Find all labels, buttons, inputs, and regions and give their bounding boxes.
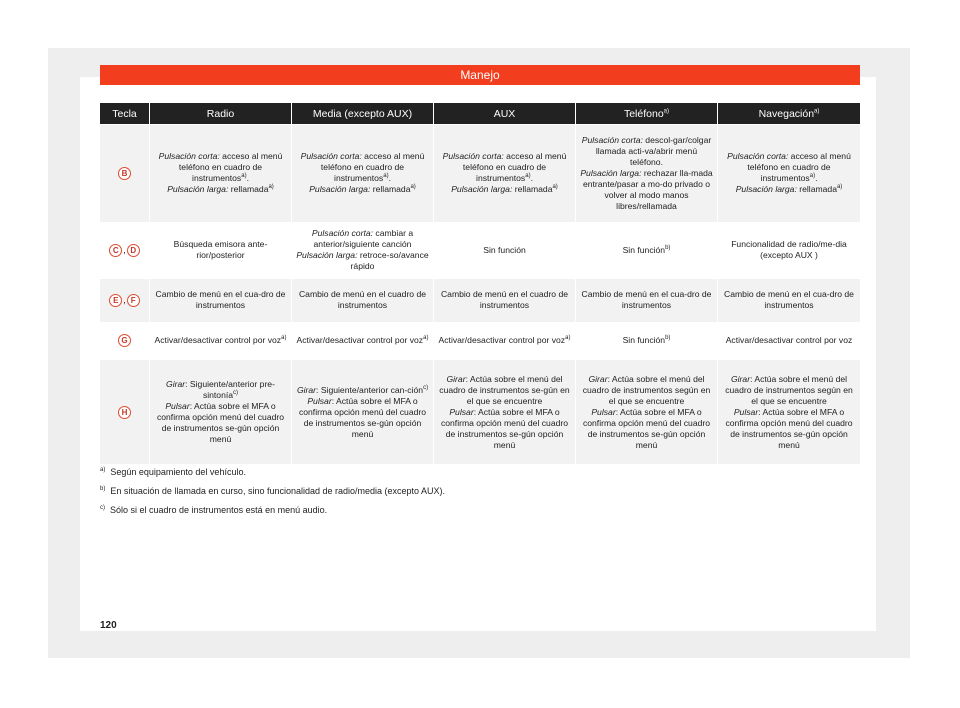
footnote-c: $^{c)}$ Sólo si el cuadro de instrumentos está en menú audio. bbox=[100, 505, 328, 515]
key-badge-h: H bbox=[118, 406, 131, 419]
header-navegacion: Navegación$^{a)}$ bbox=[718, 103, 860, 124]
table-header-row bbox=[100, 103, 860, 124]
header-radio: Radio bbox=[150, 103, 292, 124]
cell-radio: Activar/desactivar control por voz$^{a)}$ bbox=[150, 321, 292, 359]
cell-media: Cambio de menú en el cuadro de instrumentos bbox=[292, 278, 434, 321]
cell-navegacion: Girar: Actúa sobre el menú del cuadro de instrumentos según en el que se encuentre Pulsar: Actúa sobre el MFA o confirma opción menú del cuadro de instrumentos se-gún opción menú bbox=[718, 359, 860, 464]
cell-radio: Pulsación corta: acceso al menú teléfono en cuadro de instrumentos$^{a)}$. Pulsación larga: rellamada$^{a)}$ bbox=[150, 124, 292, 221]
cell-media: Pulsación corta: acceso al menú teléfono en cuadro de instrumentos$^{a)}$. Pulsación larga: rellamada$^{a)}$ bbox=[292, 124, 434, 221]
key-cell: C , D bbox=[100, 221, 150, 278]
cell-media: Pulsación corta: cambiar a anterior/siguiente canción Pulsación larga: retroce-so/avance rápido bbox=[292, 221, 434, 278]
cell-telefono: Cambio de menú en el cua-dro de instrumentos bbox=[576, 278, 718, 321]
key-cell bbox=[100, 359, 150, 464]
cell-navegacion: Activar/desactivar control por voz bbox=[718, 321, 860, 359]
key-badge-e: E bbox=[109, 294, 122, 307]
key-badge-f: F bbox=[127, 294, 140, 307]
table-row bbox=[100, 359, 860, 464]
footnote-b: $^{b)}$ En situación de llamada en curso, sino funcionalidad de radio/media (excepto AUX). bbox=[100, 486, 446, 496]
cell-telefono: Pulsación corta: descol-gar/colgar llamada acti-va/abrir menú teléfono. Pulsación larga: rechazar lla-mada entrante/pasar a mo-do privado o volver al modo manos libres/rellamada bbox=[576, 124, 718, 221]
header-telefono: Teléfono$^{a)}$ bbox=[576, 103, 718, 124]
key-badge-c: C bbox=[109, 244, 122, 257]
table-row bbox=[100, 124, 860, 221]
table-row bbox=[100, 321, 860, 359]
key-cell bbox=[100, 321, 150, 359]
table-row bbox=[100, 278, 860, 321]
key-badge-d: D bbox=[127, 244, 140, 257]
table-row bbox=[100, 221, 860, 278]
cell-media: Girar: Siguiente/anterior can-ción$^{c)}$ Pulsar: Actúa sobre el MFA o confirma opción menú del cuadro de instrumentos se-gún opción menú bbox=[292, 359, 434, 464]
key-cell bbox=[100, 124, 150, 221]
cell-telefono: Girar: Actúa sobre el menú del cuadro de instrumentos según en el que se encuentre Pulsar: Actúa sobre el MFA o confirma opción menú del cuadro de instrumentos se-gún opción menú bbox=[576, 359, 718, 464]
cell-media: Activar/desactivar control por voz$^{a)}$ bbox=[292, 321, 434, 359]
section-title: Manejo bbox=[100, 65, 860, 85]
page-number: 120 bbox=[100, 620, 117, 631]
cell-aux: Activar/desactivar control por voz$^{a)}$ bbox=[434, 321, 576, 359]
key-cell: E , F bbox=[100, 278, 150, 321]
cell-radio: Girar: Siguiente/anterior pre-sintonía$^{c)}$ Pulsar: Actúa sobre el MFA o confirma opción menú del cuadro de instrumentos se-gún opción menú bbox=[150, 359, 292, 464]
controls-table bbox=[100, 103, 860, 464]
footnote-a: $^{a)}$ Según equipamiento del vehículo. bbox=[100, 467, 246, 477]
cell-radio: Búsqueda emisora ante-rior/posterior bbox=[150, 221, 292, 278]
cell-aux: Pulsación corta: acceso al menú teléfono en cuadro de instrumentos$^{a)}$. Pulsación larga: rellamada$^{a)}$ bbox=[434, 124, 576, 221]
cell-aux: Sin función bbox=[434, 221, 576, 278]
cell-navegacion: Funcionalidad de radio/me-dia (excepto AUX ) bbox=[718, 221, 860, 278]
cell-navegacion: Pulsación corta: acceso al menú teléfono en cuadro de instrumentos$^{a)}$. Pulsación larga: rellamada$^{a)}$ bbox=[718, 124, 860, 221]
header-aux: AUX bbox=[434, 103, 576, 124]
key-badge-g: G bbox=[118, 334, 131, 347]
header-media: Media (excepto AUX) bbox=[292, 103, 434, 124]
cell-telefono: Sin función$^{b)}$ bbox=[576, 321, 718, 359]
cell-telefono: Sin función$^{b)}$ bbox=[576, 221, 718, 278]
cell-aux: Cambio de menú en el cuadro de instrumentos bbox=[434, 278, 576, 321]
cell-radio: Cambio de menú en el cua-dro de instrumentos bbox=[150, 278, 292, 321]
cell-aux: Girar: Actúa sobre el menú del cuadro de instrumentos se-gún en el que se encuentre Pulsar: Actúa sobre el MFA o confirma opción menú del cuadro de instrumentos se-gún opción menú bbox=[434, 359, 576, 464]
header-tecla: Tecla bbox=[100, 103, 150, 124]
key-badge-b: B bbox=[118, 167, 131, 180]
cell-navegacion: Cambio de menú en el cua-dro de instrumentos bbox=[718, 278, 860, 321]
